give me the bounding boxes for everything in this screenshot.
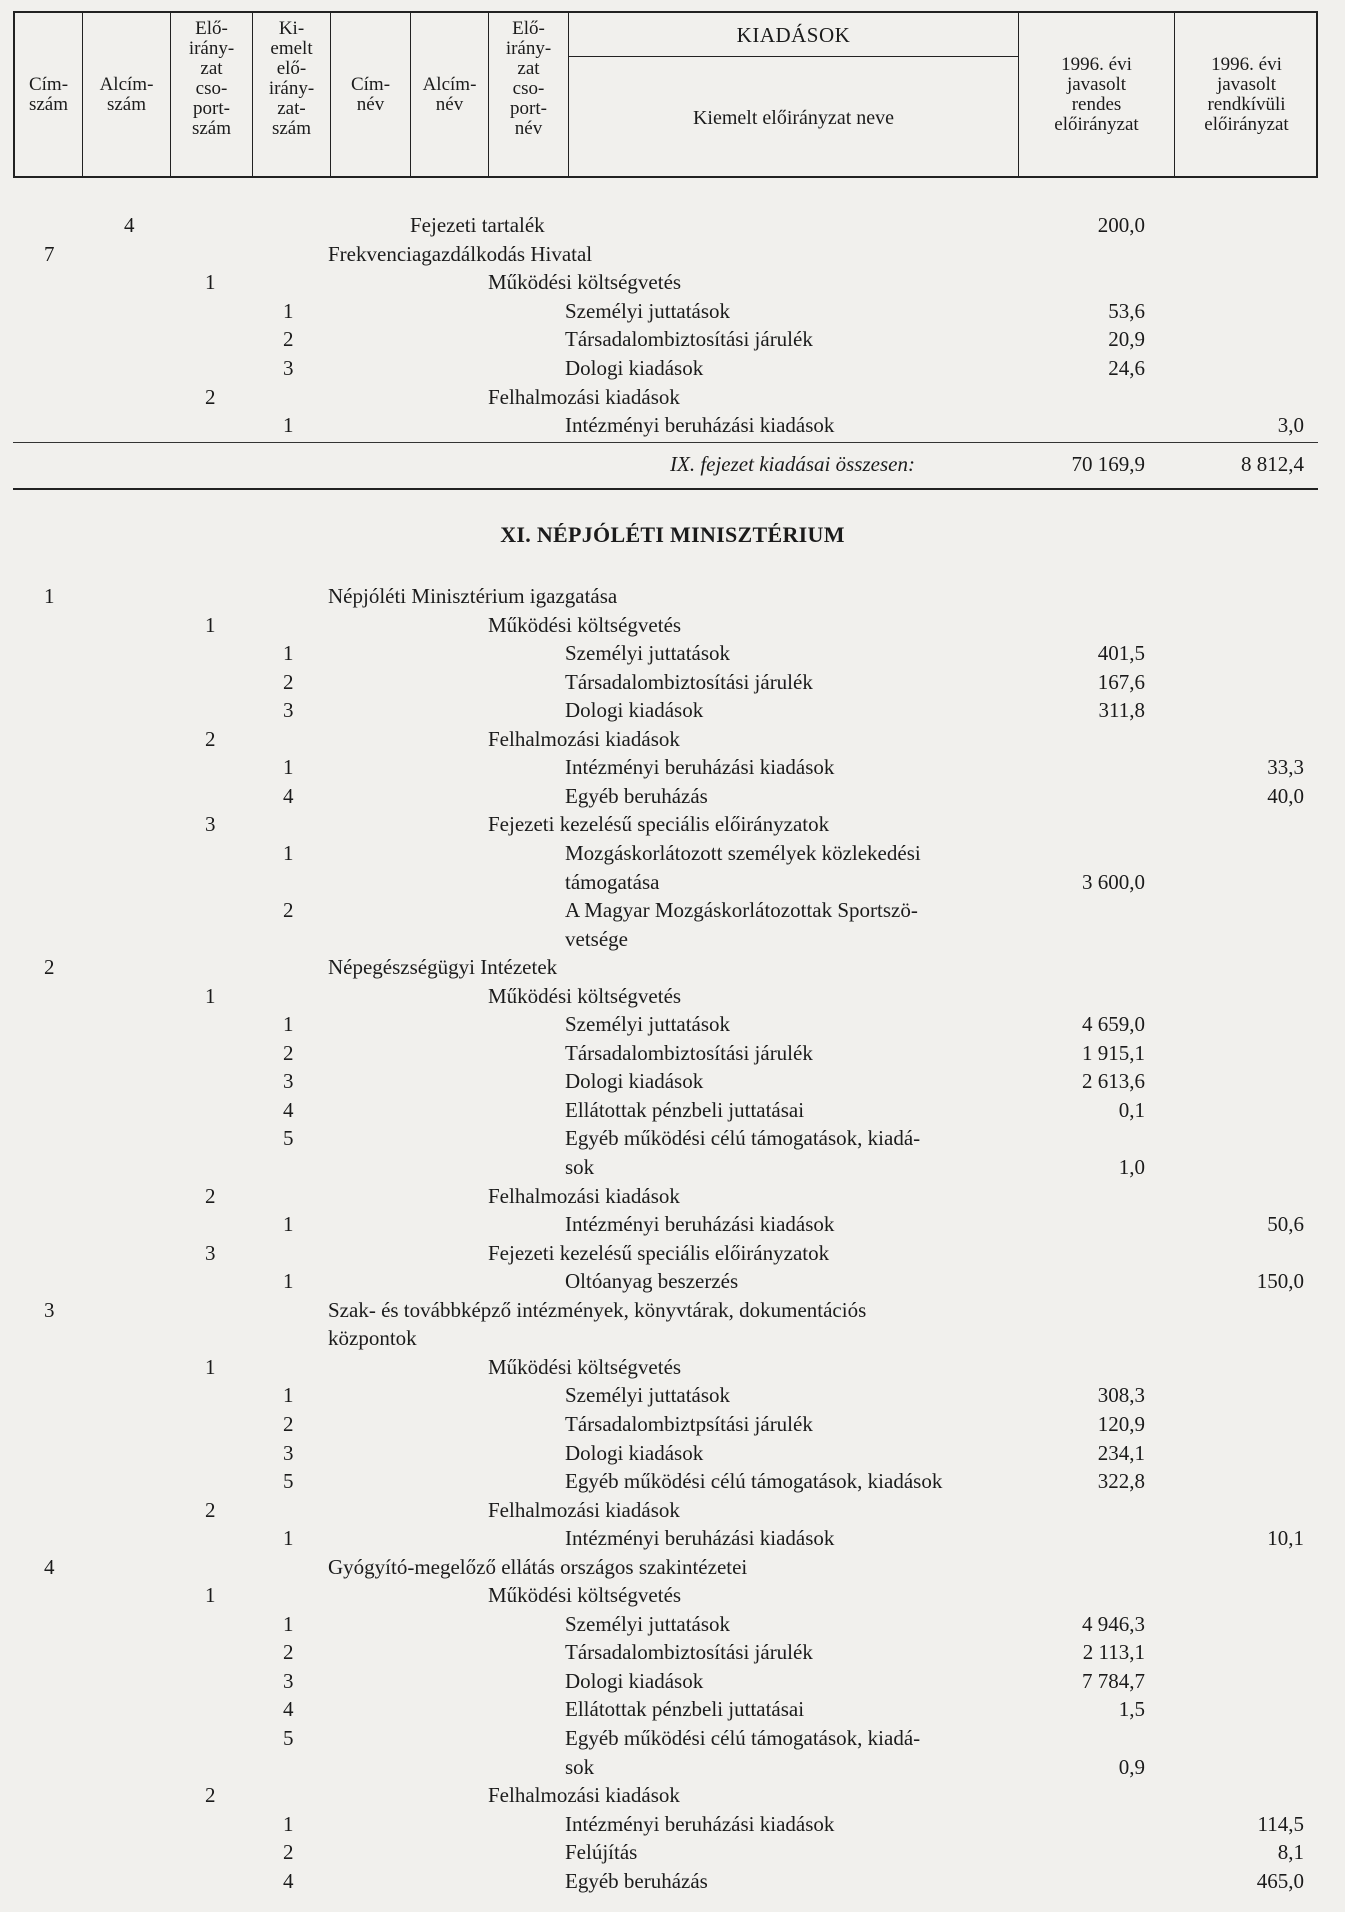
table-row xyxy=(0,1296,1345,1324)
rendes-value-cell: 0,1 xyxy=(1118,1097,1145,1122)
header-alcimnev: Alcím- név xyxy=(411,13,489,176)
csoportszam-cell: 1 xyxy=(205,983,216,1008)
rendkivuli-value-cell: 114,5 xyxy=(1257,1811,1304,1836)
header-rendes: 1996. évi javasolt rendes előirányzat xyxy=(1019,13,1175,176)
name-cell: Egyéb működési célú támogatások, kiadások xyxy=(565,1469,943,1494)
rendes-value-cell: 167,6 xyxy=(1097,669,1145,694)
rendkivuli-value-cell: 3,0 xyxy=(1277,413,1304,438)
header-cimnev: Cím- név xyxy=(331,13,411,176)
total-rendkivuli: 8 812,4 xyxy=(1241,452,1304,476)
kiemelt-szam-cell: 2 xyxy=(283,1040,294,1065)
table-row xyxy=(0,1467,1345,1495)
table-row xyxy=(0,1010,1345,1038)
rendkivuli-value-cell: 40,0 xyxy=(1267,783,1304,808)
total-label: IX. fejezet kiadásai összesen: xyxy=(670,452,915,476)
cimszam-cell: 2 xyxy=(44,955,55,980)
table-row xyxy=(0,297,1345,325)
table-row xyxy=(0,1753,1345,1781)
kiemelt-szam-cell: 4 xyxy=(283,783,294,808)
header-kiadasok: KIADÁSOK xyxy=(569,13,1018,57)
rendes-value-cell: 200,0 xyxy=(1097,213,1145,237)
csoportszam-cell: 1 xyxy=(205,1354,216,1379)
name-cell: Egyéb beruházás xyxy=(565,783,708,808)
header-rendkivuli: 1996. évi javasolt rendkívüli előirányzat xyxy=(1204,53,1289,135)
table-row xyxy=(0,810,1345,838)
name-cell: Egyéb működési célú támogatások, kiadá- xyxy=(565,1726,921,1750)
table-row xyxy=(0,611,1345,639)
rendkivuli-value-cell: 33,3 xyxy=(1267,755,1304,780)
name-cell: Fejezeti kezelésű speciális előirányzatok xyxy=(488,812,830,837)
table-row xyxy=(0,1867,1345,1895)
header-kiemelt-eloiranyzat-szam: Ki- emelt elő- irány- zat- szám xyxy=(253,13,331,176)
rendes-value-cell: 120,9 xyxy=(1097,1411,1145,1436)
table-row xyxy=(0,1581,1345,1609)
header-kiadasok-group xyxy=(569,13,1019,176)
table-row xyxy=(0,953,1345,981)
cimszam-cell: 7 xyxy=(44,241,55,266)
kiemelt-szam-cell: 4 xyxy=(283,1868,294,1893)
table-row xyxy=(0,1524,1345,1552)
kiemelt-szam-cell: 1 xyxy=(283,755,294,780)
rendes-value-cell: 20,9 xyxy=(1108,327,1145,352)
kiemelt-szam-cell: 2 xyxy=(283,1411,294,1436)
table-row xyxy=(0,1096,1345,1124)
cimszam-cell: 1 xyxy=(44,584,55,608)
name-cell: sok xyxy=(565,1754,595,1779)
kiemelt-szam-cell: 3 xyxy=(283,1668,294,1693)
csoportszam-cell: 3 xyxy=(205,1240,216,1265)
table-row xyxy=(0,1239,1345,1267)
rendkivuli-value-cell: 50,6 xyxy=(1267,1212,1304,1237)
table-row xyxy=(0,383,1345,411)
name-cell: Intézményi beruházási kiadások xyxy=(565,413,835,438)
table-row xyxy=(0,1353,1345,1381)
kiemelt-szam-cell: 5 xyxy=(283,1469,294,1494)
table-row xyxy=(0,1610,1345,1638)
alcimszam-cell: 4 xyxy=(124,213,135,237)
name-cell: Társadalombiztosítási járulék xyxy=(565,1040,813,1065)
table-row xyxy=(0,839,1345,867)
table-row xyxy=(0,354,1345,382)
kiemelt-szam-cell: 1 xyxy=(283,413,294,438)
rendes-value-cell: 2 613,6 xyxy=(1082,1069,1145,1094)
kiemelt-szam-cell: 5 xyxy=(283,1126,294,1151)
name-cell: vetsége xyxy=(565,926,628,951)
name-cell: Fejezeti tartalék xyxy=(410,213,545,237)
name-cell: Személyi juttatások xyxy=(565,1012,731,1037)
csoportszam-cell: 1 xyxy=(205,612,216,637)
rendes-value-cell: 1,5 xyxy=(1118,1697,1145,1722)
name-cell: Dologi kiadások xyxy=(565,1668,704,1693)
csoportszam-cell: 2 xyxy=(205,726,216,751)
rendes-value-cell: 4 946,3 xyxy=(1082,1611,1145,1636)
name-cell: Társadalombiztosítási járulék xyxy=(565,1640,813,1665)
csoportszam-cell: 3 xyxy=(205,812,216,837)
table-row xyxy=(0,868,1345,896)
table-row xyxy=(0,240,1345,268)
rendes-value-cell: 7 784,7 xyxy=(1082,1668,1145,1693)
table-row xyxy=(0,1724,1345,1752)
table-row xyxy=(0,1810,1345,1838)
name-cell: Felújítás xyxy=(565,1840,638,1865)
name-cell: Felhalmozási kiadások xyxy=(488,384,680,409)
kiemelt-szam-cell: 3 xyxy=(283,698,294,723)
total-bottom-rule xyxy=(13,488,1318,490)
table-row xyxy=(0,325,1345,353)
rendes-value-cell: 401,5 xyxy=(1097,641,1145,666)
header-alcimszam: Alcím- szám xyxy=(83,13,171,176)
name-cell: Oltóanyag beszerzés xyxy=(565,1269,739,1294)
kiemelt-szam-cell: 2 xyxy=(283,1640,294,1665)
kiemelt-szam-cell: 2 xyxy=(283,1840,294,1865)
name-cell: Népegészségügyi Intézetek xyxy=(328,955,558,980)
csoportszam-cell: 2 xyxy=(205,1497,216,1522)
csoportszam-cell: 2 xyxy=(205,1783,216,1808)
section-title: XI. NÉPJÓLÉTI MINISZTÉRIUM xyxy=(500,522,845,547)
table-row xyxy=(0,753,1345,781)
kiemelt-szam-cell: 1 xyxy=(283,1611,294,1636)
name-cell: Dologi kiadások xyxy=(565,356,704,380)
name-cell: Egyéb működési célú támogatások, kiadá- xyxy=(565,1126,921,1151)
name-cell: Személyi juttatások xyxy=(565,1611,731,1636)
kiemelt-szam-cell: 1 xyxy=(283,1526,294,1551)
table-row xyxy=(0,1638,1345,1666)
rendkivuli-value-cell: 150,0 xyxy=(1256,1269,1304,1294)
kiemelt-szam-cell: 5 xyxy=(283,1726,294,1750)
kiemelt-szam-cell: 2 xyxy=(283,327,294,352)
table-row xyxy=(0,1039,1345,1067)
name-cell: Dologi kiadások xyxy=(565,1440,704,1465)
name-cell: Működési költségvetés xyxy=(488,270,682,295)
name-cell: központok xyxy=(328,1326,417,1351)
rendkivuli-value-cell: 465,0 xyxy=(1256,1868,1304,1893)
total-top-rule xyxy=(13,442,1318,443)
rendes-value-cell: 322,8 xyxy=(1097,1469,1145,1494)
kiemelt-szam-cell: 1 xyxy=(283,1269,294,1294)
total-rendes: 70 169,9 xyxy=(1071,452,1145,476)
table-row xyxy=(0,982,1345,1010)
table-row xyxy=(0,1439,1345,1467)
name-cell: Intézményi beruházási kiadások xyxy=(565,1811,835,1836)
cimszam-cell: 4 xyxy=(44,1554,55,1579)
kiemelt-szam-cell: 1 xyxy=(283,298,294,323)
table-row xyxy=(0,896,1345,924)
name-cell: Egyéb beruházás xyxy=(565,1868,708,1893)
rendkivuli-value-cell: 10,1 xyxy=(1267,1526,1304,1551)
table-row xyxy=(0,1124,1345,1152)
name-cell: Szak- és továbbképző intézmények, könyvtárak, dokumentációs xyxy=(328,1297,867,1322)
table-row xyxy=(0,1695,1345,1723)
name-cell: Frekvenciagazdálkodás Hivatal xyxy=(328,241,593,266)
table-row xyxy=(0,211,1345,239)
name-cell: Felhalmozási kiadások xyxy=(488,1497,680,1522)
name-cell: Felhalmozási kiadások xyxy=(488,1183,680,1208)
total-row xyxy=(0,450,1345,478)
kiemelt-szam-cell: 1 xyxy=(283,1212,294,1237)
name-cell: Gyógyító-megelőző ellátás országos szakintézetei xyxy=(328,1554,748,1579)
column-header-table xyxy=(13,11,1318,178)
table-row xyxy=(0,1781,1345,1809)
name-cell: A Magyar Mozgáskorlátozottak Sportszö- xyxy=(565,898,918,923)
table-row xyxy=(0,1324,1345,1352)
kiemelt-szam-cell: 3 xyxy=(283,356,294,380)
name-cell: Intézményi beruházási kiadások xyxy=(565,755,835,780)
name-cell: Személyi juttatások xyxy=(565,641,731,666)
name-cell: Népjóléti Minisztérium igazgatása xyxy=(328,584,618,608)
table-row xyxy=(0,1667,1345,1695)
csoportszam-cell: 1 xyxy=(205,270,216,295)
rendes-value-cell: 0,9 xyxy=(1118,1754,1145,1779)
kiemelt-szam-cell: 2 xyxy=(283,669,294,694)
rendes-value-cell: 1 915,1 xyxy=(1082,1040,1145,1065)
name-cell: Felhalmozási kiadások xyxy=(488,726,680,751)
name-cell: Működési költségvetés xyxy=(488,983,682,1008)
rendes-value-cell: 4 659,0 xyxy=(1082,1012,1145,1037)
table-row xyxy=(0,1210,1345,1238)
rendes-value-cell: 53,6 xyxy=(1108,298,1145,323)
kiemelt-szam-cell: 1 xyxy=(283,1012,294,1037)
name-cell: Személyi juttatások xyxy=(565,298,731,323)
name-cell: Ellátottak pénzbeli juttatásai xyxy=(565,1697,805,1722)
kiemelt-szam-cell: 1 xyxy=(283,641,294,666)
name-cell: Személyi juttatások xyxy=(565,1383,731,1408)
csoportszam-cell: 1 xyxy=(205,1583,216,1608)
cimszam-cell: 3 xyxy=(44,1297,55,1322)
name-cell: Ellátottak pénzbeli juttatásai xyxy=(565,1097,805,1122)
rendkivuli-value-cell: 8,1 xyxy=(1277,1840,1304,1865)
table-row xyxy=(0,1067,1345,1095)
table-row xyxy=(0,582,1345,610)
table-row xyxy=(0,639,1345,667)
header-eloiranyzat-csoport-nev: Elő- irány- zat cso- port- név xyxy=(489,13,569,176)
name-cell: Felhalmozási kiadások xyxy=(488,1783,680,1808)
rendes-value-cell: 2 113,1 xyxy=(1082,1640,1145,1665)
kiemelt-szam-cell: 1 xyxy=(283,1811,294,1836)
table-row xyxy=(0,725,1345,753)
header-cimszam: Cím- szám xyxy=(15,13,83,176)
rendes-value-cell: 308,3 xyxy=(1097,1383,1145,1408)
csoportszam-cell: 2 xyxy=(205,1183,216,1208)
table-row xyxy=(0,1496,1345,1524)
table-row xyxy=(0,1553,1345,1581)
name-cell: Intézményi beruházási kiadások xyxy=(565,1526,835,1551)
name-cell: támogatása xyxy=(565,869,660,894)
csoportszam-cell: 2 xyxy=(205,384,216,409)
name-cell: Társadalombiztpsítási járulék xyxy=(565,1411,813,1436)
name-cell: Működési költségvetés xyxy=(488,1583,682,1608)
rendes-value-cell: 1,0 xyxy=(1118,1155,1145,1179)
header-kiemelt-eloiranyzat-neve: Kiemelt előirányzat neve xyxy=(692,106,894,129)
name-cell: Mozgáskorlátozott személyek közlekedési xyxy=(565,840,921,865)
table-row xyxy=(0,1182,1345,1210)
kiemelt-szam-cell: 1 xyxy=(283,1383,294,1408)
table-row xyxy=(0,925,1345,953)
name-cell: Társadalombiztosítási járulék xyxy=(565,669,813,694)
header-eloiranyzat-csoport-szam: Elő- irány- zat cso- port- szám xyxy=(171,13,253,176)
table-row xyxy=(0,1838,1345,1866)
kiemelt-szam-cell: 4 xyxy=(283,1097,294,1122)
table-row xyxy=(0,668,1345,696)
table-row xyxy=(0,411,1345,439)
table-row xyxy=(0,1267,1345,1295)
kiemelt-szam-cell: 4 xyxy=(283,1697,294,1722)
kiemelt-szam-cell: 2 xyxy=(283,898,294,923)
kiemelt-szam-cell: 3 xyxy=(283,1069,294,1094)
table-row xyxy=(0,1153,1345,1181)
name-cell: Működési költségvetés xyxy=(488,1354,682,1379)
kiemelt-szam-cell: 3 xyxy=(283,1440,294,1465)
table-row xyxy=(0,1381,1345,1409)
name-cell: Működési költségvetés xyxy=(488,612,682,637)
name-cell: Dologi kiadások xyxy=(565,1069,704,1094)
name-cell: sok xyxy=(565,1155,595,1179)
table-row xyxy=(0,268,1345,296)
name-cell: Fejezeti kezelésű speciális előirányzatok xyxy=(488,1240,830,1265)
table-row xyxy=(0,696,1345,724)
table-row xyxy=(0,1410,1345,1438)
kiemelt-szam-cell: 1 xyxy=(283,840,294,865)
name-cell: Dologi kiadások xyxy=(565,698,704,723)
name-cell: Intézményi beruházási kiadások xyxy=(565,1212,835,1237)
rendes-value-cell: 234,1 xyxy=(1097,1440,1145,1465)
rendes-value-cell: 3 600,0 xyxy=(1082,869,1145,894)
rendes-value-cell: 311,8 xyxy=(1098,698,1145,723)
rendes-value-cell: 24,6 xyxy=(1108,356,1145,380)
name-cell: Társadalombiztosítási járulék xyxy=(565,327,813,352)
table-row xyxy=(0,782,1345,810)
